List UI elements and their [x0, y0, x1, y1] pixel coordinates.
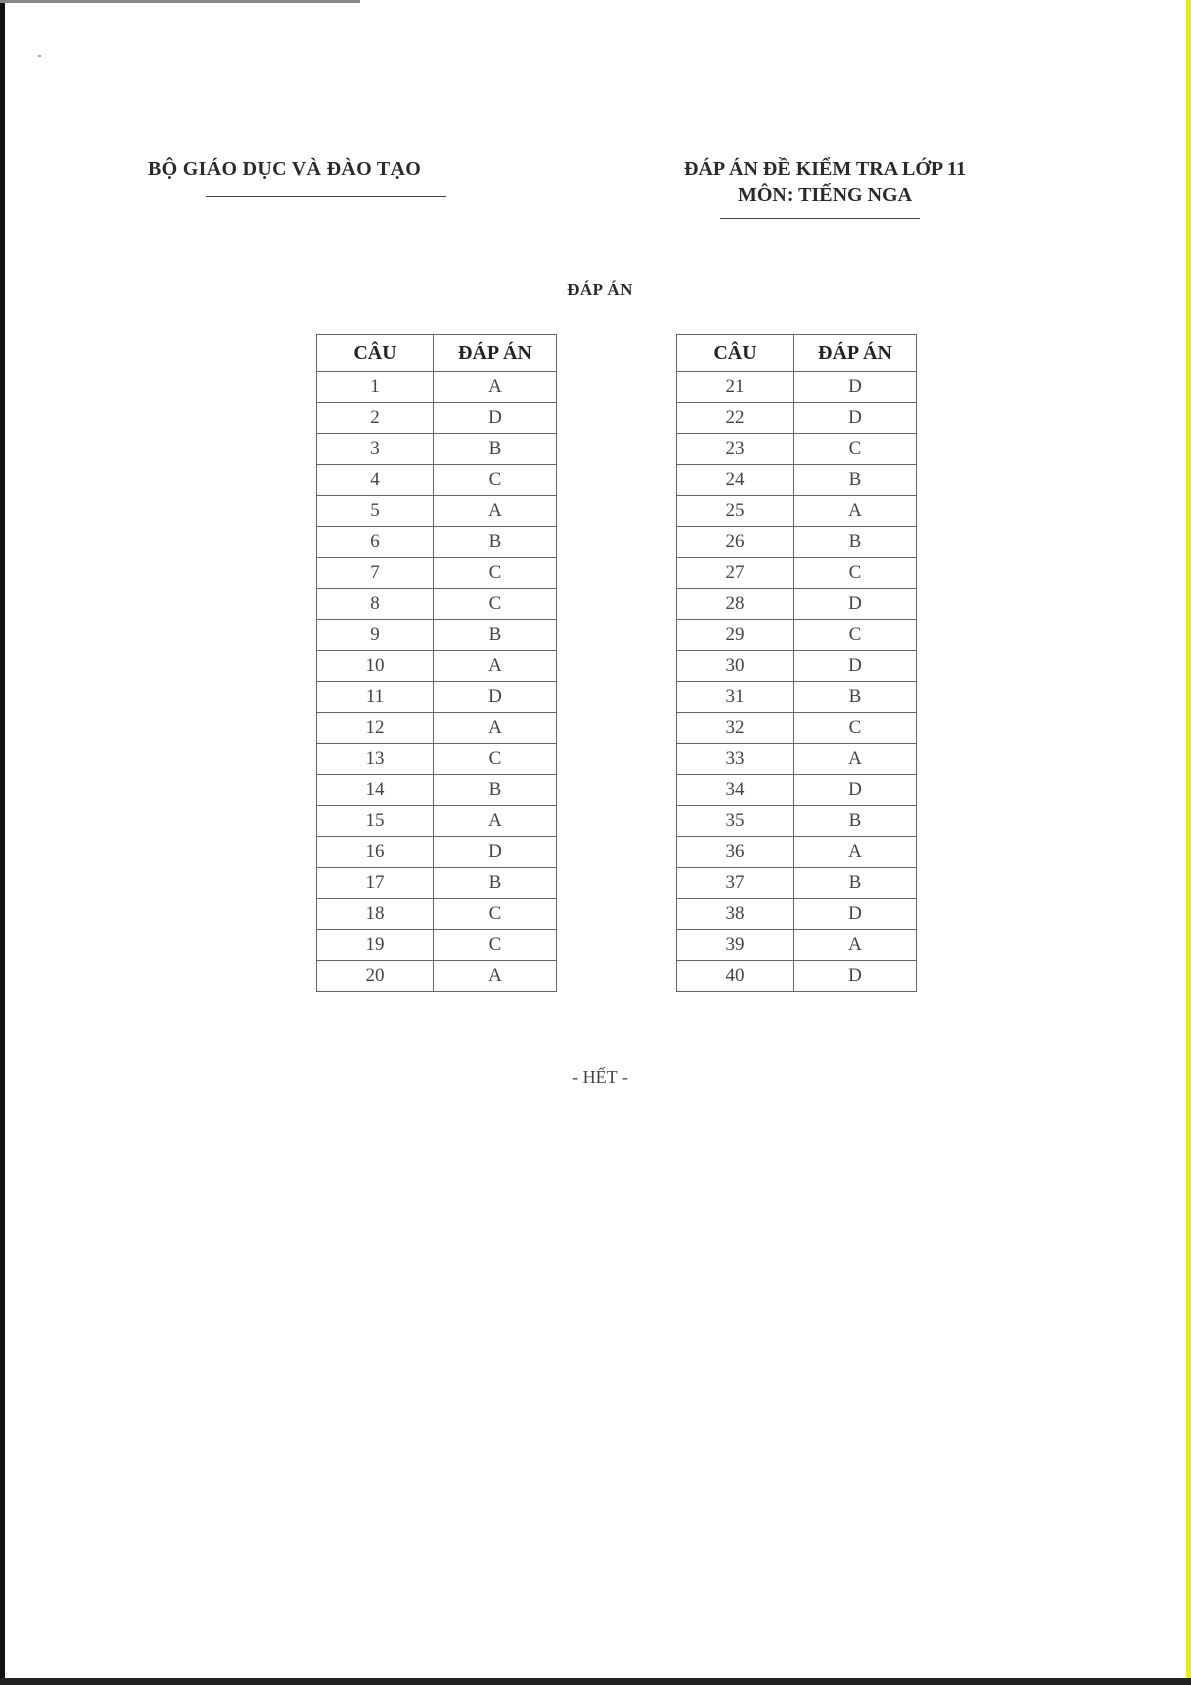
- question-number: 6: [317, 527, 434, 558]
- answer-letter: C: [434, 744, 557, 775]
- answer-letter: A: [434, 651, 557, 682]
- question-number: 26: [677, 527, 794, 558]
- question-number: 2: [317, 403, 434, 434]
- table-row: [317, 620, 557, 651]
- table-row: [677, 434, 917, 465]
- table-row: [677, 558, 917, 589]
- answer-letter: C: [434, 899, 557, 930]
- column-header-question: CÂU: [317, 335, 434, 372]
- table-row: [677, 589, 917, 620]
- table-row: [317, 899, 557, 930]
- table-row: [677, 527, 917, 558]
- question-number: 24: [677, 465, 794, 496]
- answer-letter: C: [794, 558, 917, 589]
- table-row: [317, 496, 557, 527]
- question-number: 35: [677, 806, 794, 837]
- answer-letter: C: [434, 558, 557, 589]
- question-number: 33: [677, 744, 794, 775]
- scan-border-bottom: [0, 1678, 1191, 1685]
- question-number: 21: [677, 372, 794, 403]
- question-number: 20: [317, 961, 434, 992]
- table-row: [677, 806, 917, 837]
- table-row: [317, 589, 557, 620]
- question-number: 18: [317, 899, 434, 930]
- document-title-line1: ĐÁP ÁN ĐỀ KIỂM TRA LỚP 11: [684, 158, 966, 180]
- question-number: 19: [317, 930, 434, 961]
- answer-letter: D: [794, 372, 917, 403]
- table-row: [677, 713, 917, 744]
- answer-letter: C: [434, 589, 557, 620]
- scan-border-left: [0, 0, 5, 1685]
- question-number: 27: [677, 558, 794, 589]
- answer-letter: A: [794, 930, 917, 961]
- table-row: [317, 527, 557, 558]
- ministry-underline: [206, 196, 446, 197]
- table-header-row: [317, 335, 557, 372]
- table-row: [677, 744, 917, 775]
- table-row: [677, 930, 917, 961]
- question-number: 36: [677, 837, 794, 868]
- document-subject: MÔN: TIẾNG NGA: [737, 184, 913, 206]
- answer-letter: B: [434, 434, 557, 465]
- table-row: [677, 496, 917, 527]
- table-row: [677, 868, 917, 899]
- table-row: [677, 403, 917, 434]
- question-number: 9: [317, 620, 434, 651]
- answer-letter: B: [434, 775, 557, 806]
- table-row: [317, 744, 557, 775]
- table-row: [677, 775, 917, 806]
- answer-letter: D: [434, 682, 557, 713]
- table-row: [317, 372, 557, 403]
- scan-speck: [38, 55, 41, 57]
- ministry-name: BỘ GIÁO DỤC VÀ ĐÀO TẠO: [148, 158, 422, 180]
- answer-letter: D: [794, 651, 917, 682]
- question-number: 22: [677, 403, 794, 434]
- answer-letter: B: [434, 527, 557, 558]
- end-marker: - HẾT -: [572, 1067, 628, 1087]
- answer-table-left: [316, 334, 557, 992]
- answer-letter: A: [434, 713, 557, 744]
- table-row: [677, 961, 917, 992]
- question-number: 28: [677, 589, 794, 620]
- answer-letter: B: [434, 620, 557, 651]
- table-row: [317, 682, 557, 713]
- question-number: 8: [317, 589, 434, 620]
- question-number: 17: [317, 868, 434, 899]
- table-header-row: [677, 335, 917, 372]
- table-row: [677, 899, 917, 930]
- table-row: [317, 434, 557, 465]
- scan-border-top: [0, 0, 360, 3]
- answer-letter: A: [794, 837, 917, 868]
- answer-letter: D: [794, 961, 917, 992]
- question-number: 40: [677, 961, 794, 992]
- table-row: [317, 775, 557, 806]
- answer-letter: B: [794, 682, 917, 713]
- table-row: [677, 682, 917, 713]
- answer-letter: A: [794, 496, 917, 527]
- question-number: 30: [677, 651, 794, 682]
- question-number: 13: [317, 744, 434, 775]
- question-number: 25: [677, 496, 794, 527]
- answer-letter: D: [434, 403, 557, 434]
- table-row: [317, 930, 557, 961]
- scan-border-right: [1186, 0, 1191, 1685]
- answer-letter: C: [794, 713, 917, 744]
- table-row: [677, 465, 917, 496]
- question-number: 1: [317, 372, 434, 403]
- question-number: 7: [317, 558, 434, 589]
- answer-letter: D: [434, 837, 557, 868]
- answer-letter: C: [434, 930, 557, 961]
- question-number: 38: [677, 899, 794, 930]
- answer-letter: A: [794, 744, 917, 775]
- answer-letter: A: [434, 496, 557, 527]
- answer-letter: B: [794, 465, 917, 496]
- column-header-answer: ĐÁP ÁN: [794, 335, 917, 372]
- answer-letter: C: [434, 465, 557, 496]
- answer-letter: A: [434, 961, 557, 992]
- question-number: 11: [317, 682, 434, 713]
- answer-letter: D: [794, 899, 917, 930]
- answer-letter: D: [794, 403, 917, 434]
- answer-letter: B: [794, 868, 917, 899]
- table-row: [317, 465, 557, 496]
- question-number: 14: [317, 775, 434, 806]
- answer-letter: A: [434, 806, 557, 837]
- answer-letter: B: [434, 868, 557, 899]
- answer-key-heading: ĐÁP ÁN: [567, 280, 633, 299]
- answer-letter: D: [794, 775, 917, 806]
- table-row: [317, 403, 557, 434]
- question-number: 29: [677, 620, 794, 651]
- question-number: 5: [317, 496, 434, 527]
- question-number: 10: [317, 651, 434, 682]
- question-number: 12: [317, 713, 434, 744]
- question-number: 32: [677, 713, 794, 744]
- question-number: 39: [677, 930, 794, 961]
- answer-letter: D: [794, 589, 917, 620]
- table-row: [317, 651, 557, 682]
- table-row: [677, 372, 917, 403]
- answer-table-right: [676, 334, 917, 992]
- table-row: [317, 806, 557, 837]
- question-number: 37: [677, 868, 794, 899]
- table-row: [677, 620, 917, 651]
- answer-letter: B: [794, 527, 917, 558]
- question-number: 34: [677, 775, 794, 806]
- title-underline: [720, 218, 920, 219]
- table-row: [317, 558, 557, 589]
- table-row: [317, 868, 557, 899]
- question-number: 3: [317, 434, 434, 465]
- question-number: 16: [317, 837, 434, 868]
- answer-letter: C: [794, 434, 917, 465]
- question-number: 23: [677, 434, 794, 465]
- table-row: [317, 713, 557, 744]
- answer-letter: A: [434, 372, 557, 403]
- answer-letter: C: [794, 620, 917, 651]
- table-row: [317, 837, 557, 868]
- document-title: [630, 156, 1020, 208]
- table-row: [317, 961, 557, 992]
- answer-letter: B: [794, 806, 917, 837]
- table-row: [677, 651, 917, 682]
- question-number: 31: [677, 682, 794, 713]
- question-number: 4: [317, 465, 434, 496]
- column-header-answer: ĐÁP ÁN: [434, 335, 557, 372]
- column-header-question: CÂU: [677, 335, 794, 372]
- question-number: 15: [317, 806, 434, 837]
- table-row: [677, 837, 917, 868]
